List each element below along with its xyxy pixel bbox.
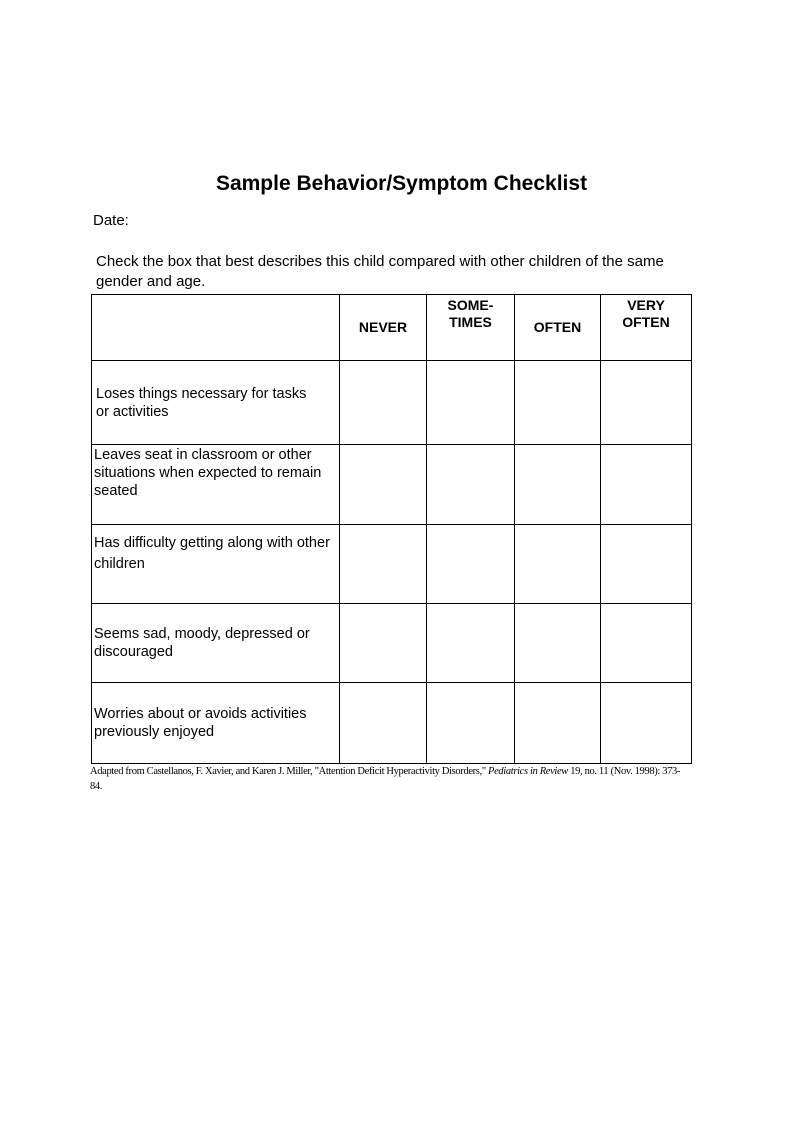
table-row — [92, 525, 692, 604]
checkbox-sometimes[interactable] — [427, 361, 515, 445]
column-header-label: SOME- TIMES — [447, 297, 494, 330]
page-title: Sample Behavior/Symptom Checklist — [215, 172, 588, 195]
checkbox-very-often[interactable] — [601, 361, 692, 445]
checkbox-never[interactable] — [340, 604, 427, 683]
source-citation — [90, 764, 692, 794]
checkbox-often[interactable] — [515, 683, 601, 764]
checkbox-sometimes[interactable] — [427, 604, 515, 683]
table-row — [92, 445, 692, 525]
checkbox-often[interactable] — [515, 445, 601, 525]
checkbox-very-often[interactable] — [601, 445, 692, 525]
checkbox-often[interactable] — [515, 525, 601, 604]
checkbox-sometimes[interactable] — [427, 525, 515, 604]
checkbox-never[interactable] — [340, 361, 427, 445]
citation-journal: Pediatrics in Review — [488, 766, 568, 777]
checkbox-sometimes[interactable] — [427, 683, 515, 764]
checkbox-very-often[interactable] — [601, 683, 692, 764]
checkbox-never[interactable] — [340, 445, 427, 525]
checkbox-very-often[interactable] — [601, 604, 692, 683]
checkbox-often[interactable] — [515, 604, 601, 683]
table-row — [92, 361, 692, 445]
checkbox-never[interactable] — [340, 525, 427, 604]
column-header-never — [340, 295, 427, 361]
column-header-label: VERY OFTEN — [622, 297, 670, 330]
column-header-label: NEVER — [358, 319, 408, 335]
column-header-often — [515, 295, 601, 361]
citation-prefix: Adapted from Castellanos, F. Xavier, and Karen J. Miller, "Attention Deficit Hyperactivity Disorders," — [90, 766, 489, 777]
checklist-table — [91, 294, 692, 764]
checkbox-never[interactable] — [340, 683, 427, 764]
date-label: Date: — [93, 212, 129, 229]
checkbox-very-often[interactable] — [601, 525, 692, 604]
checkbox-sometimes[interactable] — [427, 445, 515, 525]
checkbox-often[interactable] — [515, 361, 601, 445]
table-row — [92, 604, 692, 683]
table-row — [92, 683, 692, 764]
behavior-item-label: Loses things necessary for tasks or activities — [92, 361, 340, 445]
column-header-very-often — [601, 295, 692, 361]
behavior-item-label: Worries about or avoids activities previously enjoyed — [92, 683, 340, 764]
column-header-label: OFTEN — [533, 319, 582, 335]
header-row — [92, 295, 692, 361]
column-header-sometimes — [427, 295, 515, 361]
behavior-item-label: Leaves seat in classroom or other situations when expected to remain seated — [92, 445, 340, 525]
header-item-cell — [92, 295, 340, 361]
instructions-text: Check the box that best describes this child compared with other children of the same gender and age. — [96, 253, 664, 290]
behavior-item-label: Has difficulty getting along with other children — [92, 525, 340, 604]
citation-suffix: 19, no. 11 (Nov. 1998): 373-84. — [90, 766, 681, 792]
behavior-item-label: Seems sad, moody, depressed or discouraged — [92, 604, 340, 683]
